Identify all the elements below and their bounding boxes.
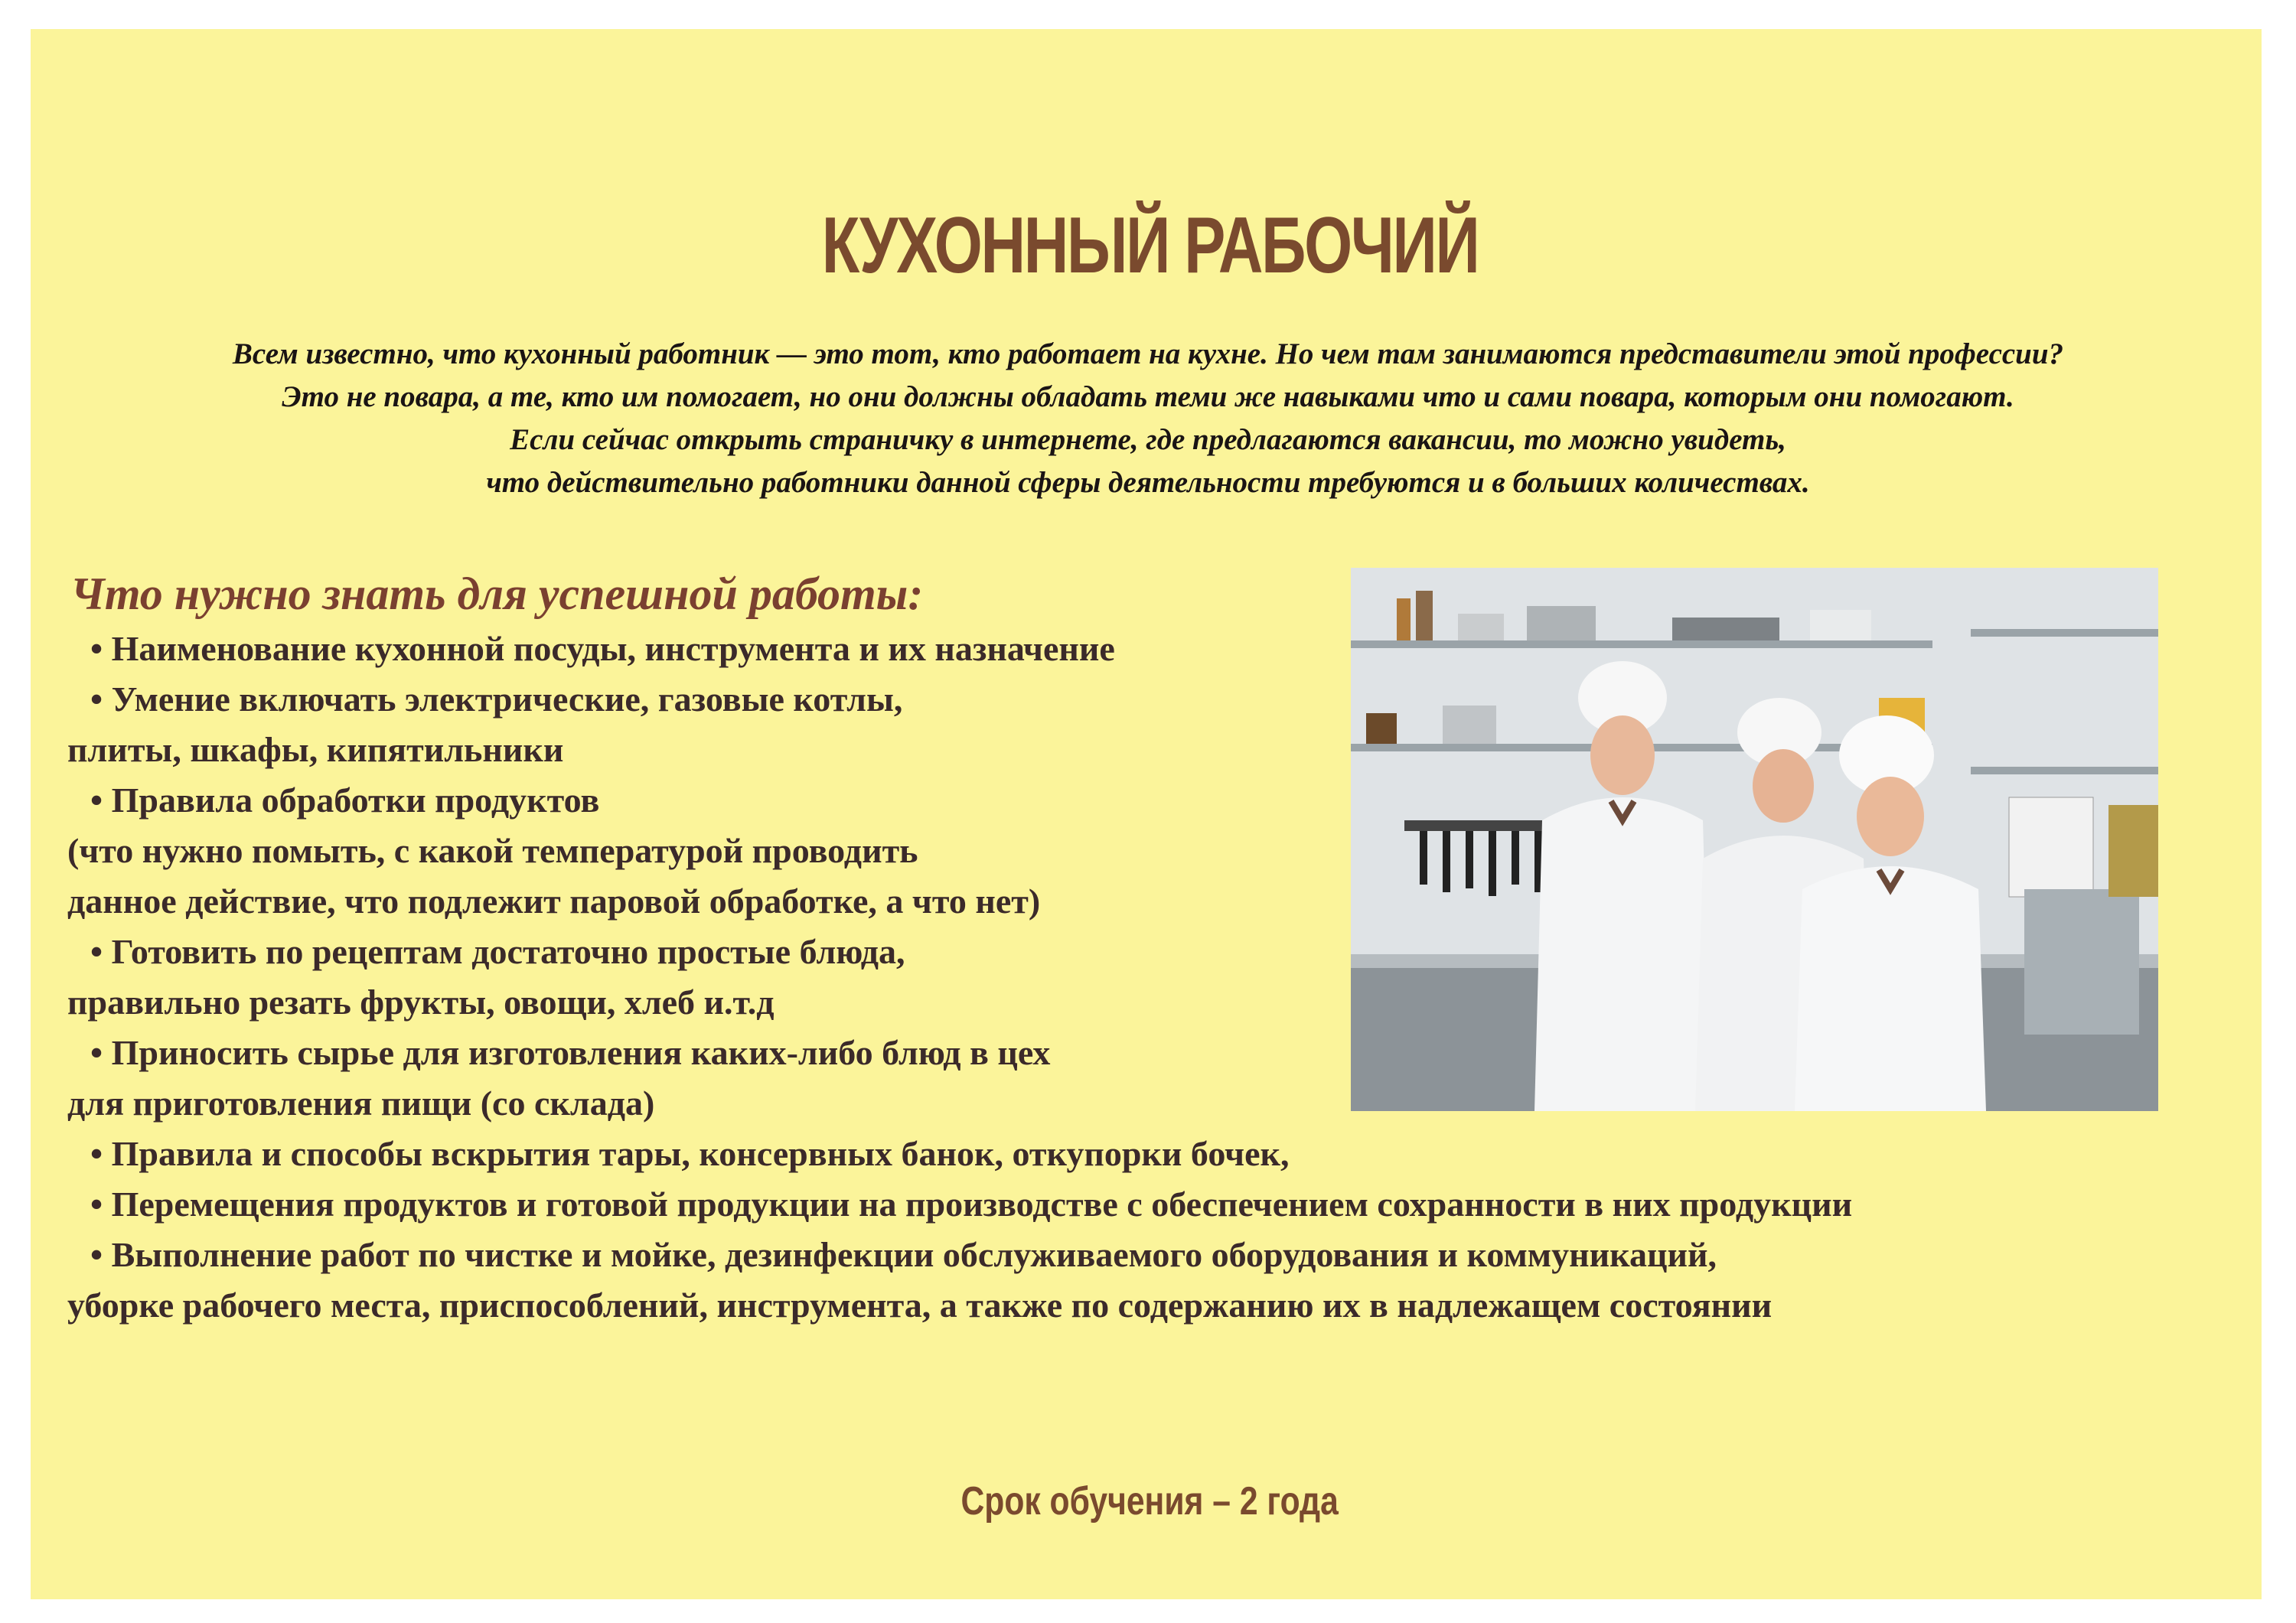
skills-heading: Что нужно знать для успешной работы:	[70, 569, 924, 619]
page-title: КУХОННЫЙ РАБОЧИЙ	[821, 201, 1479, 290]
list-item: • Приносить сырье для изготовления каких-либо блюд в цех	[67, 1028, 1852, 1078]
list-item: • Правила обработки продуктов	[67, 775, 1852, 826]
intro-line: что действительно работники данной сферы деятельности требуются и в больших количествах.	[486, 466, 1810, 499]
list-item: • Выполнение работ по чистке и мойке, дезинфекции обслуживаемого оборудования и коммуникаций,	[67, 1230, 1852, 1280]
list-item: • Готовить по рецептам достаточно простые блюда,	[67, 927, 1852, 977]
list-item-continuation: данное действие, что подлежит паровой обработке, а что нет)	[67, 882, 1041, 921]
intro-paragraph	[0, 333, 2296, 504]
list-item: • Правила и способы вскрытия тары, консервных банок, откупорки бочек,	[67, 1129, 1852, 1179]
list-item-continuation: уборке рабочего места, приспособлений, инструмента, а также по содержанию их в надлежащем состоянии	[67, 1286, 1773, 1325]
study-duration: Срок обучения – 2 года	[960, 1479, 1339, 1524]
list-item-continuation: правильно резать фрукты, овощи, хлеб и.т.д	[67, 983, 775, 1022]
list-item: • Умение включать электрические, газовые котлы,	[67, 674, 1852, 725]
list-item: • Перемещения продуктов и готовой продукции на производстве с обеспечением сохранности в них продукции	[67, 1179, 1852, 1230]
photo-illustration	[1351, 568, 2158, 1111]
intro-line: Если сейчас открыть страничку в интернете, где предлагаются вакансии, то можно увидеть,	[510, 423, 1786, 456]
intro-line: Это не повара, а те, кто им помогает, но они должны обладать теми же навыками что и сами повара, которым они помогают.	[282, 380, 2014, 413]
kitchen-staff-photo	[1351, 568, 2158, 1111]
list-item-continuation: для приготовления пищи (со склада)	[67, 1084, 655, 1123]
list-item-continuation: (что нужно помыть, с какой температурой проводить	[67, 831, 918, 870]
intro-line: Всем известно, что кухонный работник — это тот, кто работает на кухне. Но чем там занимаются представители этой профессии?	[232, 337, 2064, 370]
list-item: • Наименование кухонной посуды, инструмента и их назначение	[67, 624, 1852, 674]
list-item-continuation: плиты, шкафы, кипятильники	[67, 730, 564, 769]
